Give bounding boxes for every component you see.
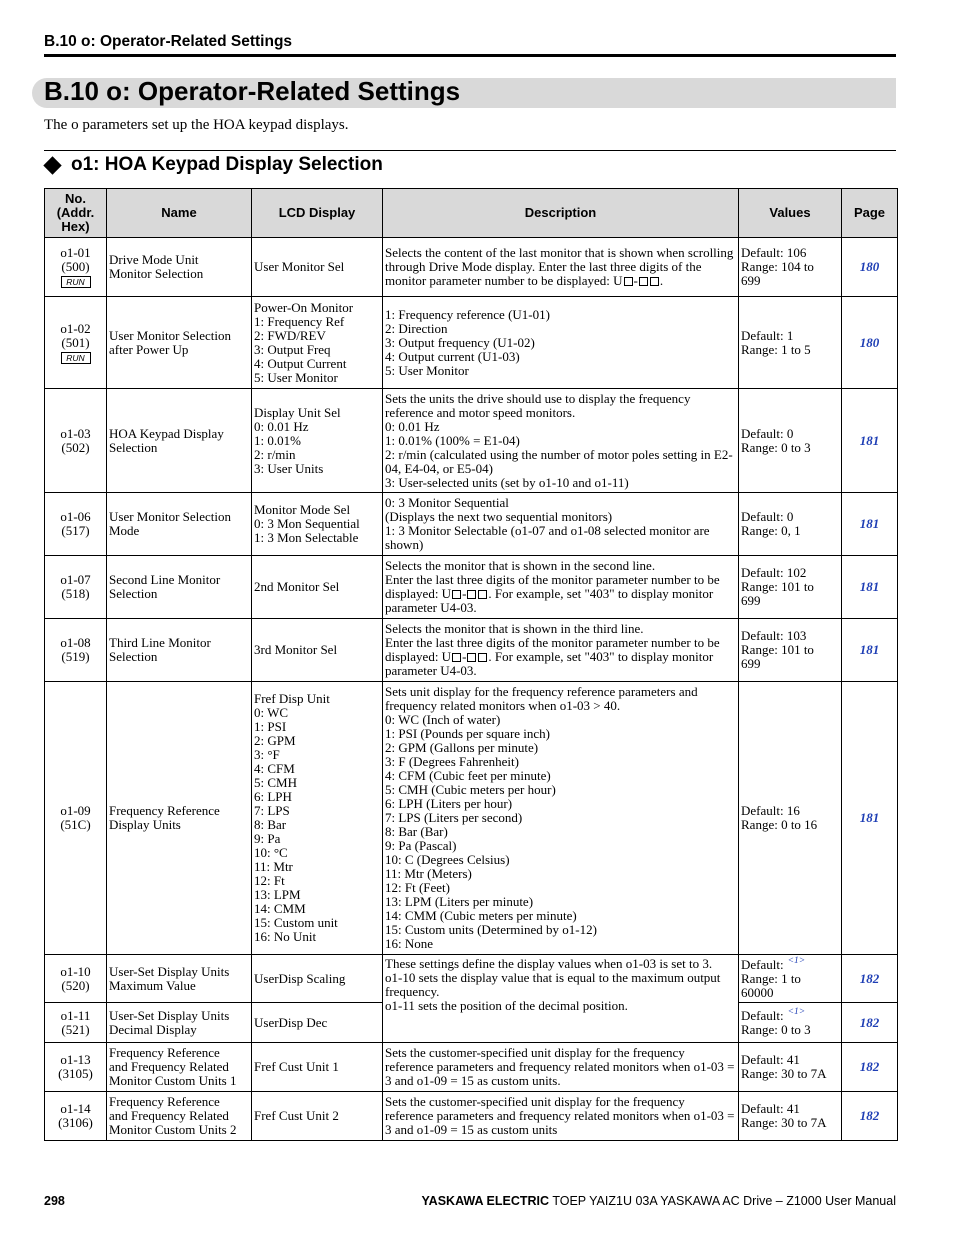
table-row [45, 1043, 898, 1092]
page-link[interactable]: 181 [859, 432, 880, 448]
lcd-display: UserDisp Scaling [252, 955, 383, 1003]
param-number: o1-14 (3106) [45, 1092, 107, 1141]
lcd-display: UserDisp Dec [252, 1003, 383, 1043]
page-link[interactable]: 181 [859, 579, 880, 594]
description: Sets the customer-specified unit display for the frequency reference parameters and frequency related monitors when o1-03 = 3 and o1-09 = 15 as custom units. [383, 1043, 739, 1092]
header-page: Page [842, 189, 898, 238]
param-name: Drive Mode Unit Monitor Selection [107, 238, 252, 297]
param-values: Default: 1 Range: 1 to 5 [739, 297, 842, 389]
digit-box-icon [624, 277, 633, 286]
footer-manual-name: TOEP YAIZ1U 03A YASKAWA AC Drive – Z1000 User Manual [552, 1194, 896, 1208]
lcd-display: Fref Cust Unit 2 [252, 1092, 383, 1141]
param-number-cell [45, 297, 107, 389]
footer-title [421, 1194, 896, 1208]
description [383, 556, 739, 619]
table-row [45, 297, 898, 389]
lcd-display: Fref Disp Unit 0: WC 1: PSI 2: GPM 3: °F 4: CFM 5: CMH 6: LPH 7: LPS 8: Bar 9: Pa 10: °C 11: Mtr 12: Ft 13: LPM 14: CMM 15: Custom unit 16: No Unit [252, 682, 383, 955]
digit-box-icon [650, 277, 659, 286]
param-name: User Monitor Selection Mode [107, 493, 252, 556]
description-separator: - [462, 649, 467, 664]
description [383, 619, 739, 682]
range-text: Range: 0 to 3 [741, 1021, 811, 1037]
description-text: Selects the monitor that is shown in the third line. Enter the last three digits of the monitor parameter number to be displayed: U [385, 621, 720, 664]
param-values: Default: 0 Range: 0, 1 [739, 493, 842, 556]
lcd-display: Power-On Monitor 1: Frequency Ref 2: FWD/REV 3: Output Freq 4: Output Current 5: User Monitor [252, 297, 383, 389]
param-name: Frequency Reference and Frequency Related Monitor Custom Units 2 [107, 1092, 252, 1141]
lcd-display: 3rd Monitor Sel [252, 619, 383, 682]
param-name: User-Set Display Units Decimal Display [107, 1003, 252, 1043]
section-title: B.10 o: Operator-Related Settings [44, 76, 461, 106]
default-label: Default: [741, 956, 784, 972]
description: 1: Frequency reference (U1-01) 2: Direction 3: Output frequency (U1-02) 4: Output current (U1-03) 5: User Monitor [383, 297, 739, 389]
description: 0: 3 Monitor Sequential (Displays the next two sequential monitors) 1: 3 Monitor Selectable (o1-07 and o1-08 selected monitor are shown) [383, 493, 739, 556]
param-number-cell [45, 238, 107, 297]
description: Sets the customer-specified unit display for the frequency reference parameters and frequency related monitors when o1-03 = 3 and o1-09 = 15 as custom units [383, 1092, 739, 1141]
page-cell [842, 556, 898, 619]
param-name: User-Set Display Units Maximum Value [107, 955, 252, 1003]
subsection-heading [44, 154, 383, 176]
running-head-rule [44, 54, 896, 57]
param-values: Default: 41 Range: 30 to 7A [739, 1092, 842, 1141]
table-header-row [45, 189, 898, 238]
param-name: Frequency Reference and Frequency Related Monitor Custom Units 1 [107, 1043, 252, 1092]
description-text-end: . For example, set "403" to display monitor parameter U4-03. [385, 649, 714, 678]
digit-box-icon [452, 653, 461, 662]
param-number: o1-13 (3105) [45, 1043, 107, 1092]
digit-box-icon [467, 590, 476, 599]
page-cell [842, 955, 898, 1003]
page-link[interactable]: 180 [859, 334, 880, 350]
table-row [45, 955, 898, 1003]
range-text: Range: 1 to 60000 [741, 970, 801, 1000]
table-row [45, 238, 898, 297]
lcd-display: Monitor Mode Sel 0: 3 Mon Sequential 1: 3 Mon Selectable [252, 493, 383, 556]
param-number: o1-08 (519) [45, 619, 107, 682]
param-number: o1-02 (501) [60, 320, 91, 350]
header-values: Values [739, 189, 842, 238]
page-cell [842, 389, 898, 493]
running-head: B.10 o: Operator-Related Settings [44, 33, 293, 50]
description-text: Selects the content of the last monitor that is shown when scrolling through Drive Mode display. Enter the last three digits of the monitor parameter number to be displayed: U [385, 245, 734, 288]
table-row [45, 1092, 898, 1141]
param-values: Default: 103 Range: 101 to 699 [739, 619, 842, 682]
header-no: No. (Addr. Hex) [45, 189, 107, 238]
description-separator: - [462, 586, 467, 601]
table-row [45, 389, 898, 493]
param-values: Default: 106 Range: 104 to 699 [739, 238, 842, 297]
page-link[interactable]: 182 [859, 1059, 880, 1074]
digit-box-icon [639, 277, 648, 286]
digit-box-icon [478, 653, 487, 662]
page-link[interactable]: 180 [859, 259, 880, 274]
lcd-display: 2nd Monitor Sel [252, 556, 383, 619]
param-number: o1-09 (51C) [45, 682, 107, 955]
description-text: Selects the monitor that is shown in the second line. Enter the last three digits of the monitor parameter number to be displayed: U [385, 558, 720, 601]
table-row [45, 556, 898, 619]
note-reference[interactable]: <1> [787, 956, 806, 967]
page-link[interactable]: 181 [859, 810, 880, 825]
description: Sets unit display for the frequency reference parameters and frequency related monitors when o1-03 > 40. 0: WC (Inch of water) 1: PSI (Pounds per square inch) 2: GPM (Gallons per minute) 3: F (Degrees Fahrenheit) 4: CFM (Cubic feet per minute) 5: CMH (Cubic meters per hour) 6: LPH (Liters per hour) 7: LPS (Liters per second) 8: Bar (Bar) 9: Pa (Pascal) 10: C (Degrees Celsius) 11: Mtr (Meters) 12: Ft (Feet) 13: LPM (Liters per minute) 14: CMM (Cubic meters per minute) 15: Custom units (Determined by o1-12) 16: None [383, 682, 739, 955]
page-link[interactable]: 182 [859, 970, 880, 986]
param-name: HOA Keypad Display Selection [107, 389, 252, 493]
lcd-display: Display Unit Sel 0: 0.01 Hz 1: 0.01% 2: r/min 3: User Units [252, 389, 383, 493]
page-cell [842, 1092, 898, 1141]
page-link[interactable]: 182 [859, 1108, 880, 1123]
description [383, 238, 739, 297]
page-link[interactable]: 181 [859, 642, 880, 657]
param-number: o1-06 (517) [45, 493, 107, 556]
header-lcd-display: LCD Display [252, 189, 383, 238]
param-name: Third Line Monitor Selection [107, 619, 252, 682]
diamond-bullet-icon [43, 156, 61, 174]
default-label: Default: [741, 1007, 784, 1023]
table-row [45, 682, 898, 955]
param-values: Default: 16 Range: 0 to 16 [739, 682, 842, 955]
header-description: Description [383, 189, 739, 238]
page-cell [842, 493, 898, 556]
description: These settings define the display values when o1-03 is set to 3. o1-10 sets the display value that is equal to the maximum output frequency. o1-11 sets the position of the decimal position. [383, 955, 739, 1043]
param-number: o1-11 (521) [45, 1003, 107, 1043]
param-values: Default: 41 Range: 30 to 7A [739, 1043, 842, 1092]
header-name: Name [107, 189, 252, 238]
page-link[interactable]: 181 [859, 516, 880, 531]
lcd-display: Fref Cust Unit 1 [252, 1043, 383, 1092]
param-name: User Monitor Selection after Power Up [107, 297, 252, 389]
param-number: o1-07 (518) [45, 556, 107, 619]
param-values [739, 955, 842, 1003]
description-separator: - [633, 273, 638, 288]
note-reference[interactable]: <1> [787, 1007, 806, 1018]
param-values: Default: 102 Range: 101 to 699 [739, 556, 842, 619]
digit-box-icon [452, 590, 461, 599]
page-cell [842, 297, 898, 389]
run-tag: RUN [61, 352, 91, 364]
param-values [739, 1003, 842, 1043]
page-cell [842, 682, 898, 955]
parameter-table [44, 188, 898, 1141]
param-number: o1-10 (520) [45, 955, 107, 1003]
table-row [45, 619, 898, 682]
subsection-title: o1: HOA Keypad Display Selection [71, 154, 383, 175]
page-cell [842, 619, 898, 682]
description-text-end: . [659, 273, 664, 288]
digit-box-icon [467, 653, 476, 662]
description: Sets the units the drive should use to display the frequency reference and motor speed monitors. 0: 0.01 Hz 1: 0.01% (100% = E1-04) 2: r/min (calculated using the number of motor poles setting in E2-04, E4-04, or E5-04) 3: User-selected units (set by o1-10 and o1-11) [383, 389, 739, 493]
footer-page-number: 298 [44, 1194, 65, 1208]
lcd-display: User Monitor Sel [252, 238, 383, 297]
page-cell [842, 238, 898, 297]
footer-brand: YASKAWA ELECTRIC [421, 1194, 550, 1208]
param-values: Default: 0 Range: 0 to 3 [739, 389, 842, 493]
run-tag: RUN [61, 276, 91, 288]
page-cell [842, 1043, 898, 1092]
intro-text: The o parameters set up the HOA keypad displays. [44, 117, 349, 133]
param-number: o1-03 (502) [45, 389, 107, 493]
param-name: Frequency Reference Display Units [107, 682, 252, 955]
description-text-end: . For example, set "403" to display monitor parameter U4-03. [385, 586, 714, 615]
digit-box-icon [478, 590, 487, 599]
table-row [45, 493, 898, 556]
param-number: o1-01 (500) [60, 245, 91, 274]
page-cell [842, 1003, 898, 1043]
page-link[interactable]: 182 [859, 1014, 880, 1030]
param-name: Second Line Monitor Selection [107, 556, 252, 619]
subsection-rule [44, 150, 896, 151]
